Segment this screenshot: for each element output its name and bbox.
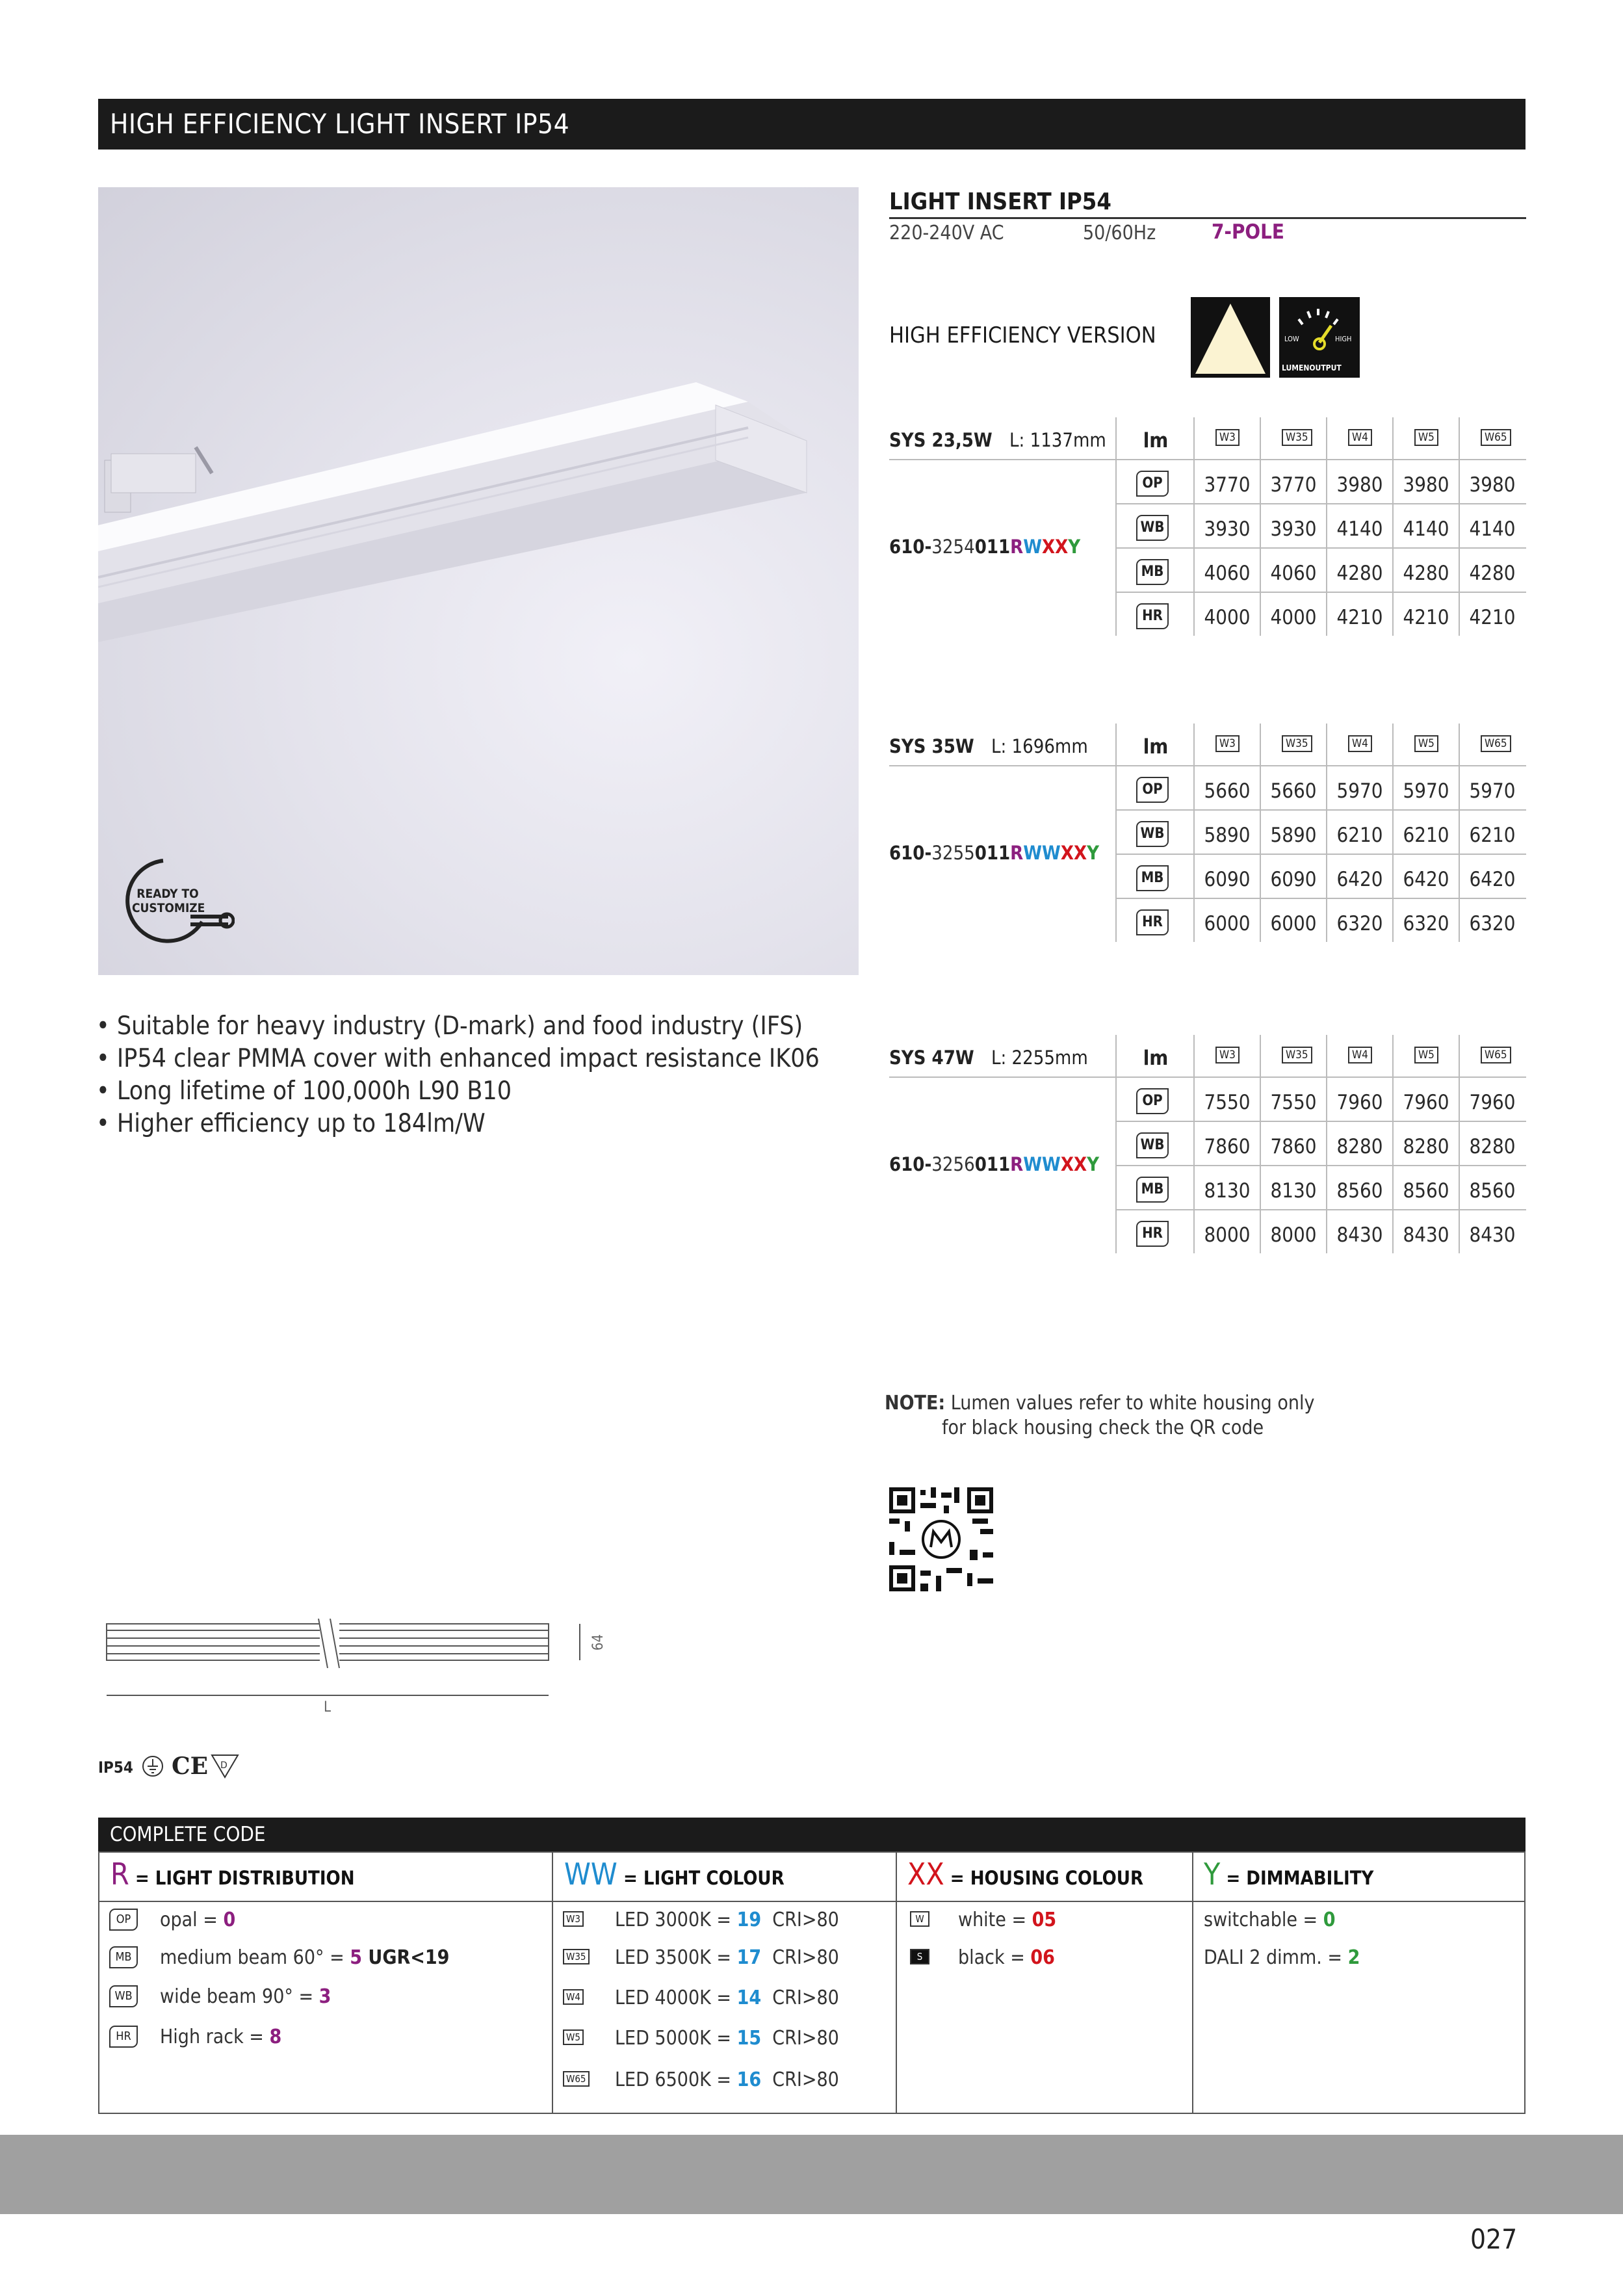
option-text: DALI 2 dimm. =: [1204, 1946, 1348, 1969]
option-text: LED 3500K =: [615, 1946, 737, 1969]
colour-tag-w35: W35: [1282, 1047, 1312, 1063]
option-text: 17: [736, 1946, 762, 1969]
lumen-value: 8000: [1204, 1223, 1251, 1247]
lumen-value: 8280: [1469, 1135, 1516, 1158]
distribution-tag-hr: HR: [1136, 1221, 1169, 1247]
lumen-low: LOW: [1284, 335, 1299, 343]
system-name: [889, 429, 1106, 451]
feature-bullet: • Long lifetime of 100,000h L90 B10: [96, 1076, 512, 1106]
lumen-value: 3770: [1270, 473, 1317, 497]
colour-tag-w4: W4: [563, 1989, 584, 2005]
code-part: WW: [1023, 1153, 1061, 1175]
code-part: Y: [1068, 536, 1081, 558]
colour-tag-w35: W35: [1282, 429, 1312, 446]
lumen-value: 7960: [1403, 1091, 1449, 1114]
table-rule: [1117, 1121, 1526, 1122]
lumen-value: 8560: [1403, 1179, 1449, 1203]
code-part: 011: [974, 1153, 1011, 1175]
lumen-value: 8560: [1336, 1179, 1383, 1203]
lumen-value: 5660: [1204, 779, 1251, 803]
lumen-value: 4000: [1270, 606, 1317, 629]
lumen-value: 4140: [1469, 517, 1516, 541]
option-text: CRI>80: [761, 1987, 839, 2009]
col-colour: WW = LIGHT COLOUR: [564, 1857, 785, 1892]
colour-option: [615, 1946, 839, 1969]
table-rule: [1117, 809, 1526, 811]
lumen-value: 7960: [1336, 1091, 1383, 1114]
system-power: SYS 23,5W: [889, 429, 993, 451]
lumen-value: 4210: [1403, 606, 1449, 629]
lumen-value: 7550: [1270, 1091, 1317, 1114]
option-text: 5: [350, 1946, 363, 1969]
distribution-option: [160, 2026, 281, 2048]
colour-tag-w3: W3: [563, 1911, 584, 1927]
lumen-value: 4140: [1403, 517, 1449, 541]
system-length: L: 1696mm: [985, 735, 1088, 757]
lumen-value: 7860: [1204, 1135, 1251, 1158]
distribution-tag-op: OP: [1136, 777, 1169, 803]
lumen-value: 4000: [1204, 606, 1251, 629]
colour-tag-w65: W65: [1481, 429, 1511, 446]
housing-option: [958, 1909, 1056, 1931]
housing-tag-s: S: [910, 1949, 929, 1964]
lumen-value: 3930: [1270, 517, 1317, 541]
lumen-value: 7860: [1270, 1135, 1317, 1158]
option-text: wide beam 90° =: [160, 1985, 319, 2008]
code-part: 610-: [889, 1153, 932, 1175]
lumen-value: 6420: [1469, 868, 1516, 891]
lumen-value: 4280: [1403, 562, 1449, 585]
colour-tag-w3: W3: [1215, 735, 1240, 752]
colour-option: [615, 2068, 839, 2091]
distribution-tag-wb: WB: [109, 1985, 138, 2007]
lumen-value: 3930: [1204, 517, 1251, 541]
option-text: 2: [1347, 1946, 1360, 1969]
option-text: 19: [736, 1909, 762, 1931]
code-part: 3254: [931, 536, 975, 558]
distribution-tag-mb: MB: [1136, 865, 1169, 891]
height-dimension: 64: [590, 1634, 607, 1651]
code-part: 011: [974, 536, 1011, 558]
note-label: NOTE:: [885, 1392, 946, 1415]
lumen-value: 8130: [1270, 1179, 1317, 1203]
lumen-value: 4280: [1469, 562, 1516, 585]
lumen-value: 5970: [1469, 779, 1516, 803]
dimension-drawing: [104, 1619, 607, 1716]
code-part: 011: [974, 842, 1011, 864]
distribution-tag-wb: WB: [1136, 1132, 1169, 1158]
colour-tag-w5: W5: [1414, 735, 1438, 752]
code-part: W: [1023, 536, 1043, 558]
distribution-tag-hr: HR: [109, 2026, 138, 2048]
option-text: 06: [1030, 1946, 1055, 1969]
code-part: WW: [1023, 842, 1061, 864]
length-dimension: L: [324, 1699, 331, 1715]
complete-code-title: COMPLETE CODE: [98, 1818, 1526, 1851]
distribution-option: [160, 1946, 449, 1969]
colour-tag-w3: W3: [1215, 429, 1240, 446]
code-part: 3256: [931, 1153, 975, 1175]
note-line2: for black housing check the QR code: [942, 1416, 1264, 1439]
lumen-label: LUMENOUTPUT: [1282, 363, 1342, 372]
lumen-value: 4210: [1469, 606, 1516, 629]
table-rule: [1117, 854, 1526, 855]
option-text: UGR<19: [362, 1946, 450, 1969]
table-rule: [1115, 417, 1117, 636]
distribution-tag-mb: MB: [1136, 1177, 1169, 1203]
table-rule: [1115, 1035, 1117, 1253]
option-text: white =: [958, 1909, 1032, 1931]
code-part: XX: [1060, 1153, 1087, 1175]
colour-tag-w4: W4: [1348, 735, 1372, 752]
code-part: Y: [1087, 842, 1099, 864]
option-text: 0: [223, 1909, 236, 1931]
option-text: 3: [318, 1985, 331, 2008]
option-text: 15: [736, 2027, 762, 2050]
article-code: [889, 842, 1099, 864]
system-name: [889, 1047, 1088, 1069]
divider: [98, 1901, 1526, 1902]
colour-tag-w65: W65: [1481, 1047, 1511, 1063]
lumen-header: lm: [1143, 735, 1169, 759]
lumen-value: 5970: [1403, 779, 1449, 803]
option-text: LED 5000K =: [615, 2027, 737, 2050]
lumen-value: 5660: [1270, 779, 1317, 803]
distribution-tag-mb: MB: [1136, 559, 1169, 585]
option-text: CRI>80: [761, 2068, 839, 2091]
feature-bullet: • Higher efficiency up to 184lm/W: [96, 1109, 486, 1138]
colour-tag-w5: W5: [1414, 429, 1438, 446]
table-rule: [889, 765, 1526, 766]
col-distribution: R = LIGHT DISTRIBUTION: [110, 1857, 355, 1892]
badge-line2: CUSTOMIZE: [132, 901, 205, 915]
lumen-value: 7960: [1469, 1091, 1516, 1114]
colour-tag-w5: W5: [563, 2029, 584, 2045]
colour-tag-w4: W4: [1348, 429, 1372, 446]
ip-rating: IP54: [98, 1758, 133, 1777]
table-rule: [1117, 898, 1526, 899]
colour-tag-w4: W4: [1348, 1047, 1372, 1063]
lumen-value: 8560: [1469, 1179, 1516, 1203]
colour-tag-w65: W65: [563, 2071, 590, 2087]
system-length: L: 2255mm: [985, 1047, 1088, 1069]
frequency: 50/60Hz: [1083, 222, 1156, 244]
system-length: L: 1137mm: [1004, 429, 1106, 451]
colour-tag-w5: W5: [1414, 1047, 1438, 1063]
badge-line1: READY TO: [136, 887, 199, 901]
housing-option: [958, 1946, 1055, 1969]
code-part: 610-: [889, 842, 932, 864]
note-line1: Lumen values refer to white housing only: [950, 1392, 1315, 1415]
colour-option: [615, 1909, 839, 1931]
lumen-value: 5890: [1204, 824, 1251, 847]
colour-option: [615, 2027, 839, 2050]
lumen-value: 6320: [1403, 912, 1449, 935]
lumen-value: 8430: [1403, 1223, 1449, 1247]
lumen-value: 8280: [1336, 1135, 1383, 1158]
option-text: CRI>80: [761, 1946, 839, 1969]
colour-tag-w35: W35: [563, 1949, 590, 1964]
colour-tag-w65: W65: [1481, 735, 1511, 752]
lumen-value: 4140: [1336, 517, 1383, 541]
lumen-header: lm: [1143, 429, 1169, 452]
code-part: R: [1010, 1153, 1024, 1175]
article-code: [889, 536, 1080, 558]
system-power: SYS 35W: [889, 735, 974, 757]
option-text: LED 4000K =: [615, 1987, 737, 2009]
lumen-value: 5970: [1336, 779, 1383, 803]
product-title: LIGHT INSERT IP54: [889, 189, 1111, 215]
table-rule: [1117, 547, 1526, 549]
article-code: [889, 1153, 1099, 1175]
option-text: 16: [736, 2068, 762, 2091]
lumen-value: 6090: [1270, 868, 1317, 891]
note: [885, 1391, 1314, 1441]
option-text: 05: [1032, 1909, 1057, 1931]
svg-text:D: D: [220, 1760, 227, 1771]
table-rule: [1117, 1209, 1526, 1210]
version-label: HIGH EFFICIENCY VERSION: [889, 322, 1156, 348]
code-part: XX: [1060, 842, 1087, 864]
lumen-value: 4280: [1336, 562, 1383, 585]
lumen-value: 3980: [1403, 473, 1449, 497]
d-mark-icon: [211, 1754, 239, 1781]
option-text: High rack =: [160, 2026, 270, 2048]
code-part: 3255: [931, 842, 975, 864]
table-rule: [1115, 724, 1117, 942]
code-part: 610-: [889, 536, 932, 558]
option-text: 0: [1323, 1909, 1336, 1931]
distribution-tag-hr: HR: [1136, 909, 1169, 935]
housing-tag-w: W: [910, 1911, 929, 1927]
option-text: medium beam 60° =: [160, 1946, 350, 1969]
colour-tag-w3: W3: [1215, 1047, 1240, 1063]
footer-bar: [0, 2135, 1623, 2214]
distribution-option: [160, 1985, 331, 2008]
system-power: SYS 47W: [889, 1047, 974, 1069]
option-text: CRI>80: [761, 1909, 839, 1931]
divider: [1192, 1851, 1193, 2114]
table-rule: [1117, 503, 1526, 504]
page-number: 027: [1470, 2223, 1518, 2255]
divider: [896, 1851, 897, 2114]
option-text: CRI>80: [761, 2027, 839, 2050]
lumen-value: 8280: [1403, 1135, 1449, 1158]
dimming-option: [1204, 1909, 1336, 1931]
lumen-value: 6210: [1336, 824, 1383, 847]
distribution-tag-op: OP: [1136, 471, 1169, 497]
title-rule: [889, 217, 1526, 219]
lumen-value: 3770: [1204, 473, 1251, 497]
lumen-value: 8430: [1469, 1223, 1516, 1247]
distribution-tag-mb: MB: [109, 1946, 138, 1968]
lumen-value: 6000: [1270, 912, 1317, 935]
colour-tag-w35: W35: [1282, 735, 1312, 752]
distribution-tag-op: OP: [109, 1909, 138, 1931]
lumen-header: lm: [1143, 1047, 1169, 1070]
option-text: opal =: [160, 1909, 224, 1931]
pole-count: 7-POLE: [1212, 220, 1284, 244]
table-rule: [889, 1076, 1526, 1078]
lumen-value: 6420: [1336, 868, 1383, 891]
table-rule: [1117, 1165, 1526, 1166]
option-text: 14: [736, 1987, 762, 2009]
lumen-value: 6320: [1469, 912, 1516, 935]
code-part: XX: [1042, 536, 1069, 558]
table-rule: [889, 459, 1526, 460]
lumen-high: HIGH: [1335, 335, 1352, 343]
qr-code[interactable]: [889, 1487, 993, 1591]
lumen-output-icon: [1279, 297, 1360, 378]
lumen-value: 3980: [1469, 473, 1516, 497]
voltage: 220-240V AC: [889, 222, 1004, 244]
distribution-tag-hr: HR: [1136, 603, 1169, 629]
distribution-tag-wb: WB: [1136, 515, 1169, 541]
option-text: LED 3000K =: [615, 1909, 737, 1931]
lumen-value: 7550: [1204, 1091, 1251, 1114]
lumen-value: 4210: [1336, 606, 1383, 629]
distribution-tag-wb: WB: [1136, 821, 1169, 847]
distribution-option: [160, 1909, 235, 1931]
table-rule: [1117, 592, 1526, 593]
lumen-value: 8000: [1270, 1223, 1317, 1247]
lumen-value: 5890: [1270, 824, 1317, 847]
col-housing: XX = HOUSING COLOUR: [907, 1857, 1144, 1892]
distribution-tag-op: OP: [1136, 1088, 1169, 1114]
system-name: [889, 735, 1088, 757]
divider: [552, 1851, 553, 2114]
lumen-value: 6320: [1336, 912, 1383, 935]
earth-icon: [142, 1755, 164, 1780]
feature-bullet: • Suitable for heavy industry (D-mark) and food industry (IFS): [96, 1011, 803, 1041]
lumen-value: 3980: [1336, 473, 1383, 497]
code-part: R: [1010, 536, 1024, 558]
lumen-value: 8430: [1336, 1223, 1383, 1247]
lumen-value: 4060: [1270, 562, 1317, 585]
lumen-value: 4060: [1204, 562, 1251, 585]
lumen-value: 6090: [1204, 868, 1251, 891]
lumen-value: 6210: [1469, 824, 1516, 847]
lumen-value: 6420: [1403, 868, 1449, 891]
lumen-value: 8130: [1204, 1179, 1251, 1203]
option-text: 8: [269, 2026, 282, 2048]
code-part: R: [1010, 842, 1024, 864]
ce-mark: CE: [172, 1753, 209, 1780]
feature-bullet: • IP54 clear PMMA cover with enhanced impact resistance IK06: [96, 1044, 820, 1073]
colour-option: [615, 1987, 839, 2009]
option-text: switchable =: [1204, 1909, 1323, 1931]
code-part: Y: [1087, 1153, 1099, 1175]
ready-to-customize-badge: [118, 857, 209, 948]
lumen-value: 6210: [1403, 824, 1449, 847]
light-triangle-icon: [1191, 297, 1270, 378]
page-header: HIGH EFFICIENCY LIGHT INSERT IP54: [98, 99, 1526, 150]
dimming-option: [1204, 1946, 1360, 1969]
product-photo: [98, 187, 859, 975]
col-dimming: Y = DIMMABILITY: [1204, 1857, 1374, 1892]
option-text: LED 6500K =: [615, 2068, 737, 2091]
lumen-value: 6000: [1204, 912, 1251, 935]
option-text: black =: [958, 1946, 1031, 1969]
